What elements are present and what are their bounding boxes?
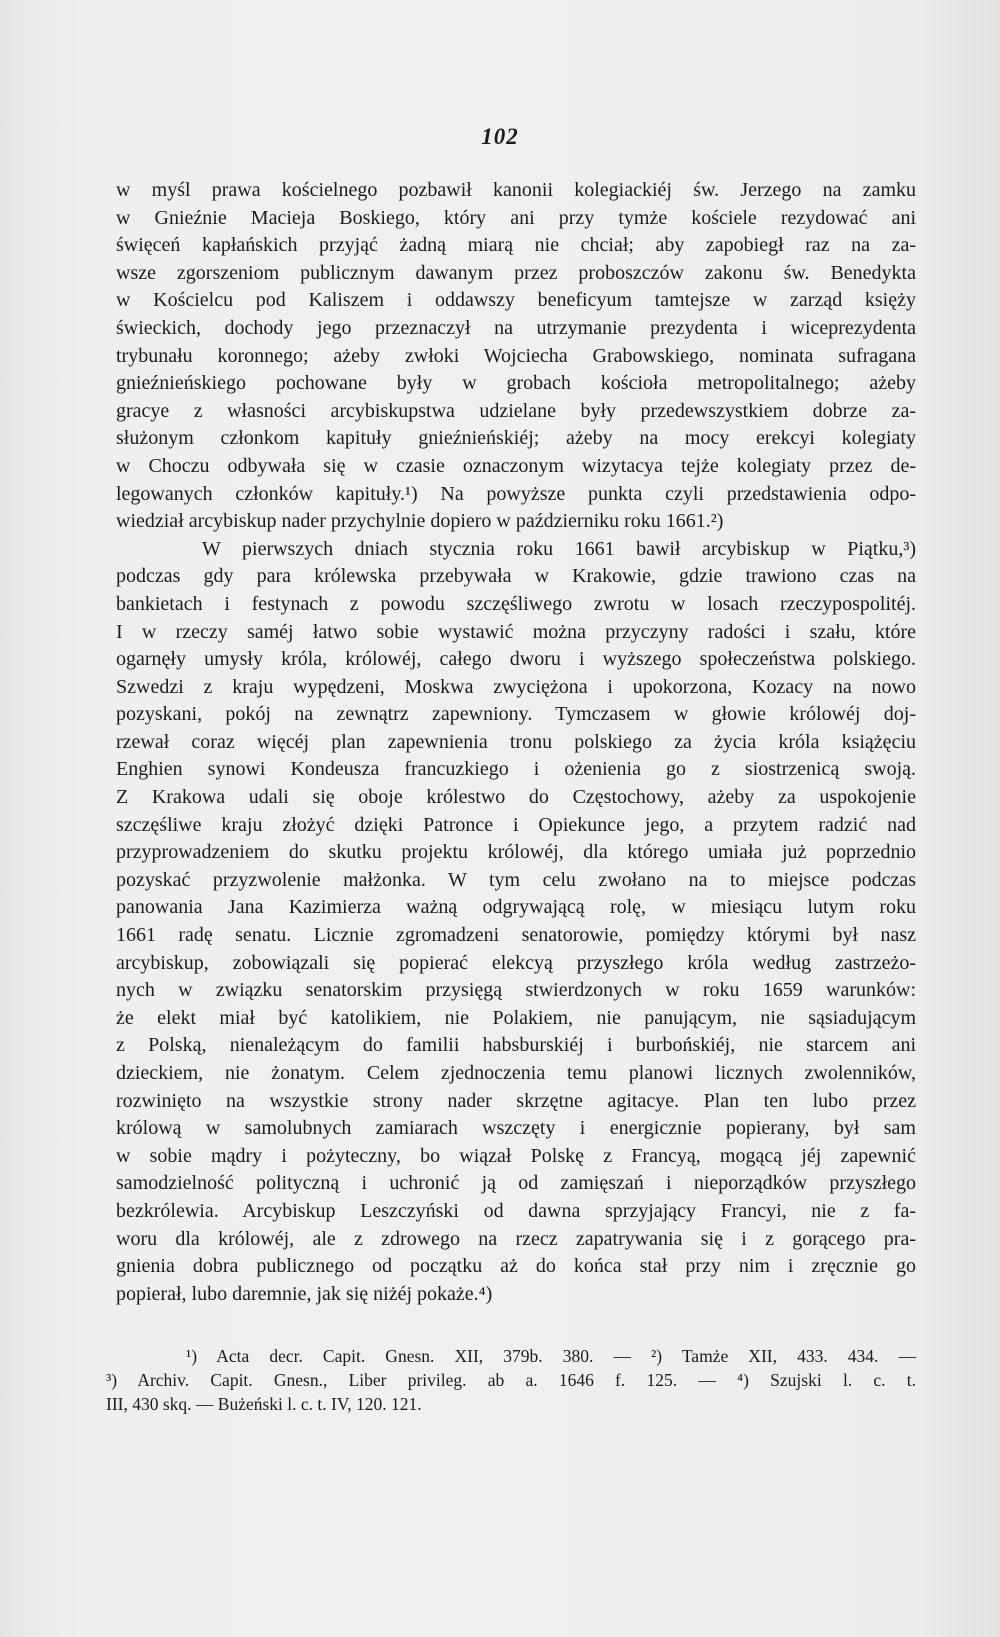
text-line: Enghien synowi Kondeusza francuzkiego i ożenienia go z siostrzenicą swoją. xyxy=(116,758,916,781)
body-text xyxy=(116,177,916,1308)
paragraph-start-line: W pierwszych dniach stycznia roku 1661 bawił arcybiskup w Piątku,³) xyxy=(202,537,916,560)
text-line: woru dla królowéj, ale z zdrowego na rzecz zapatrywania się i z gorącego pra- xyxy=(116,1227,916,1250)
text-line: ogarnęły umysły króla, królowéj, całego dworu i wyższego społeczeństwa polskiego. xyxy=(116,648,916,671)
text-line: święceń kapłańskich przyjąć żadną miarą nie chciał; aby zapobiegł raz na za- xyxy=(116,234,916,257)
text-line: pozyskani, pokój na zewnątrz zapewniony. Tymczasem w głowie królowéj doj- xyxy=(116,703,916,726)
text-line: arcybiskup, zobowiązali się popierać elekcyą przyszłego króla według zastrzeżo- xyxy=(116,951,916,974)
text-line: gracye z własności arcybiskupstwa udzielane były przedewszystkiem dobrze za- xyxy=(116,399,916,422)
text-line: że elekt miał być katolikiem, nie Polakiem, nie panującym, nie sąsiadującym xyxy=(116,1006,916,1029)
text-line: królową w samolubnych zamiarach wszczęty i energicznie popierany, był sam xyxy=(116,1117,916,1140)
text-line: w Kościelcu pod Kaliszem i oddawszy beneficyum tamtejsze w zarząd księży xyxy=(116,289,916,312)
text-line: świeckich, dochody jego przeznaczył na utrzymanie prezydenta i wiceprezydenta xyxy=(116,316,916,339)
text-line: w myśl prawa kościelnego pozbawił kanonii kolegiackiéj św. Jerzego na zamku xyxy=(116,179,916,201)
text-line: w Choczu odbywała się w czasie oznaczonym wizytacya tejże kolegiaty przez de- xyxy=(116,454,916,477)
text-line: wiedział arcybiskup nader przychylnie dopiero w październiku roku 1661.²) xyxy=(116,510,724,533)
text-line: służonym członkom kapituły gnieźnieńskiéj; ażeby na mocy erekcyi kolegiaty xyxy=(116,427,916,450)
text-line: Szwedzi z kraju wypędzeni, Moskwa zwyciężona i upokorzona, Kozacy na nowo xyxy=(116,675,916,698)
text-line: dzieckiem, nie żonatym. Celem zjednoczenia temu planowi licznych zwolenników, xyxy=(116,1062,916,1084)
text-line: pozyskać przyzwolenie małżonka. W tym celu zwołano na to miejsce podczas xyxy=(116,868,916,891)
text-line: I w rzeczy saméj łatwo sobie wystawić można przyczyny radości i szału, które xyxy=(116,620,916,643)
text-line: rozwinięto na wszystkie strony nader skrzętne agitacye. Plan ten lubo przez xyxy=(116,1089,916,1112)
text-line: legowanych członków kapituły.¹) Na powyższe punkta czyli przedstawienia odpo- xyxy=(116,482,916,505)
text-line: wsze zgorszeniom publicznym dawanym przez proboszczów zakonu św. Benedykta xyxy=(116,261,916,284)
text-line: panowania Jana Kazimierza ważną odgrywającą rolę, w miesiącu lutym roku xyxy=(116,896,916,919)
text-line: trybunału koronnego; ażeby zwłoki Wojciecha Grabowskiego, nominata sufragana xyxy=(116,344,916,367)
text-line: nych w związku senatorskim przysięgą stwierdzonych w roku 1659 warunków: xyxy=(116,979,916,1002)
text-line: gnieźnieńskiego pochowane były w grobach kościoła metropolitalnego; ażeby xyxy=(116,372,916,395)
footnote-line: ³) Archiv. Capit. Gnesn., Liber privileg. ab a. 1646 f. 125. — ⁴) Szujski l. c. t. xyxy=(106,1370,916,1390)
text-line: Z Krakowa udali się oboje królestwo do Częstochowy, ażeby za uspokojenie xyxy=(116,786,916,809)
text-line: z Polską, nienależącym do familii habsburskiéj i burbońskiéj, nie starcem ani xyxy=(116,1034,916,1057)
page-number: 102 xyxy=(481,124,519,149)
text-line: bankietach i festynach z powodu szczęśliwego zwrotu w losach rzeczypospolitéj. xyxy=(116,592,916,615)
text-line: 1661 radę senatu. Licznie zgromadzeni senatorowie, pomiędzy którymi był nasz xyxy=(116,924,916,947)
text-line: podczas gdy para królewska przebywała w Krakowie, gdzie trawiono czas na xyxy=(116,565,916,588)
footnotes xyxy=(106,1344,916,1416)
text-line: gnienia dobra publicznego od początku aż do końca stał przy nim i zręcznie go xyxy=(116,1255,916,1278)
text-line: popierał, lubo daremnie, jak się niżéj pokaże.⁴) xyxy=(116,1282,493,1305)
footnote-line: III, 430 skq. — Bużeński l. c. t. IV, 120. 121. xyxy=(106,1394,422,1414)
text-line: w sobie mądry i pożyteczny, bo wiązał Polskę z Francyą, mogącą jéj zapewnić xyxy=(116,1144,916,1167)
text-line: samodzielność polityczną i uchronić ją od zamięszań i nieporządków przyszłego xyxy=(116,1172,916,1195)
text-line: przyprowadzeniem do skutku projektu królowéj, dla którego umiała już poprzednio xyxy=(116,841,916,864)
text-line: rzewał coraz więcéj plan zapewnienia tronu polskiego za życia króla książęciu xyxy=(116,730,916,753)
text-line: w Gnieźnie Macieja Boskiego, który ani przy tymże kościele rezydować ani xyxy=(116,206,916,229)
text-line: szczęśliwe kraju złożyć dzięki Patronce i Opiekunce jego, a przytem radzić nad xyxy=(116,813,916,836)
text-line: bezkrólewia. Arcybiskup Leszczyński od dawna sprzyjający Francyi, nie z fa- xyxy=(116,1199,916,1222)
footnote-line: ¹) Acta decr. Capit. Gnesn. XII, 379b. 380. — ²) Tamże XII, 433. 434. — xyxy=(186,1346,916,1366)
